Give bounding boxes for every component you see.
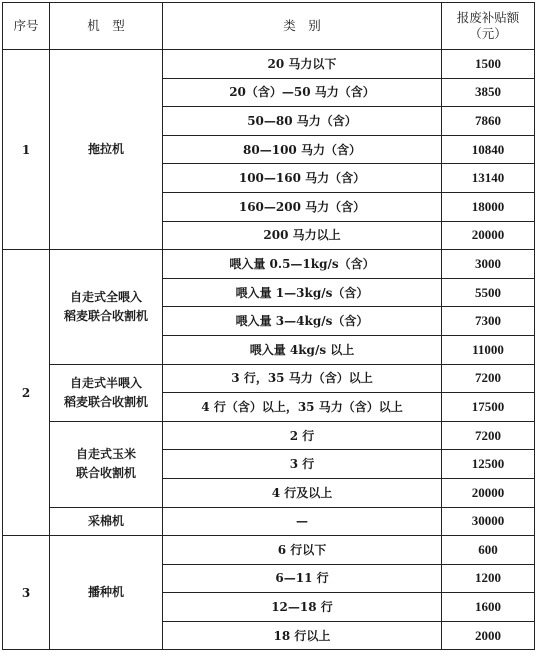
table-row <box>3 50 535 79</box>
machine-model <box>50 250 163 364</box>
header-model: 机 型 <box>50 3 163 50</box>
subsidy-amount-cell: 5500 <box>442 278 535 307</box>
group-index: 1 <box>3 50 50 250</box>
machine-model <box>50 536 163 650</box>
table-row <box>3 421 535 450</box>
machine-model-line: 自走式玉米 <box>75 447 136 462</box>
category-cell: 100—160 马力（含） <box>163 164 442 193</box>
table-row <box>3 507 535 536</box>
category-cell: — <box>163 507 442 536</box>
machine-model-line: 采棉机 <box>87 513 124 528</box>
machine-model-line: 自走式半喂入 <box>69 375 142 390</box>
group-index: 2 <box>3 250 50 536</box>
subsidy-amount-cell: 600 <box>442 536 535 565</box>
header-subsidy <box>442 3 535 50</box>
table-body <box>3 50 535 650</box>
subsidy-amount-cell: 2000 <box>442 621 535 650</box>
machine-model-line: 自走式全喂入 <box>69 289 142 304</box>
subsidy-amount-cell: 18000 <box>442 192 535 221</box>
header-subsidy-unit: （元） <box>469 26 507 41</box>
subsidy-amount-cell: 1200 <box>442 564 535 593</box>
header-category: 类 别 <box>163 3 442 50</box>
table-row <box>3 250 535 279</box>
machine-model <box>50 364 163 421</box>
category-cell: 3 行 <box>163 450 442 479</box>
category-cell: 20 马力以下 <box>163 50 442 79</box>
subsidy-amount-cell: 3850 <box>442 78 535 107</box>
machine-model-line: 稻麦联合收割机 <box>63 308 148 323</box>
subsidy-amount-cell: 30000 <box>442 507 535 536</box>
category-cell: 12—18 行 <box>163 593 442 622</box>
machine-model-line: 播种机 <box>87 585 124 600</box>
category-cell: 3 行，35 马力（含）以上 <box>163 364 442 393</box>
subsidy-amount-cell: 7860 <box>442 107 535 136</box>
machine-model-line: 稻麦联合收割机 <box>63 394 148 409</box>
category-cell: 80—100 马力（含） <box>163 135 442 164</box>
subsidy-amount-cell: 1500 <box>442 50 535 79</box>
table-row <box>3 364 535 393</box>
subsidy-amount-cell: 10840 <box>442 135 535 164</box>
category-cell: 6—11 行 <box>163 564 442 593</box>
subsidy-amount-cell: 13140 <box>442 164 535 193</box>
category-cell: 4 行（含）以上，35 马力（含）以上 <box>163 393 442 422</box>
subsidy-amount-cell: 11000 <box>442 335 535 364</box>
subsidy-amount-cell: 3000 <box>442 250 535 279</box>
subsidy-amount-cell: 20000 <box>442 478 535 507</box>
subsidy-amount-cell: 17500 <box>442 393 535 422</box>
category-cell: 喂入量 4kg/s 以上 <box>163 335 442 364</box>
machine-model-line: 拖拉机 <box>87 142 124 157</box>
subsidy-amount-cell: 7300 <box>442 307 535 336</box>
category-cell: 喂入量 0.5—1kg/s（含） <box>163 250 442 279</box>
header-subsidy-label: 报废补贴额 <box>456 10 520 25</box>
header-row <box>3 3 535 50</box>
category-cell: 20（含）—50 马力（含） <box>163 78 442 107</box>
category-cell: 200 马力以上 <box>163 221 442 250</box>
header-index: 序号 <box>3 3 50 50</box>
category-cell: 2 行 <box>163 421 442 450</box>
category-cell: 18 行以上 <box>163 621 442 650</box>
subsidy-amount-cell: 7200 <box>442 421 535 450</box>
machine-model <box>50 50 163 250</box>
machine-model <box>50 507 163 536</box>
group-index: 3 <box>3 536 50 650</box>
subsidy-table <box>2 2 535 650</box>
table-row <box>3 536 535 565</box>
subsidy-amount-cell: 20000 <box>442 221 535 250</box>
category-cell: 4 行及以上 <box>163 478 442 507</box>
category-cell: 160—200 马力（含） <box>163 192 442 221</box>
category-cell: 喂入量 1—3kg/s（含） <box>163 278 442 307</box>
subsidy-amount-cell: 1600 <box>442 593 535 622</box>
category-cell: 6 行以下 <box>163 536 442 565</box>
machine-model-line: 联合收割机 <box>75 466 136 481</box>
category-cell: 喂入量 3—4kg/s（含） <box>163 307 442 336</box>
subsidy-amount-cell: 7200 <box>442 364 535 393</box>
category-cell: 50—80 马力（含） <box>163 107 442 136</box>
machine-model <box>50 421 163 507</box>
subsidy-amount-cell: 12500 <box>442 450 535 479</box>
